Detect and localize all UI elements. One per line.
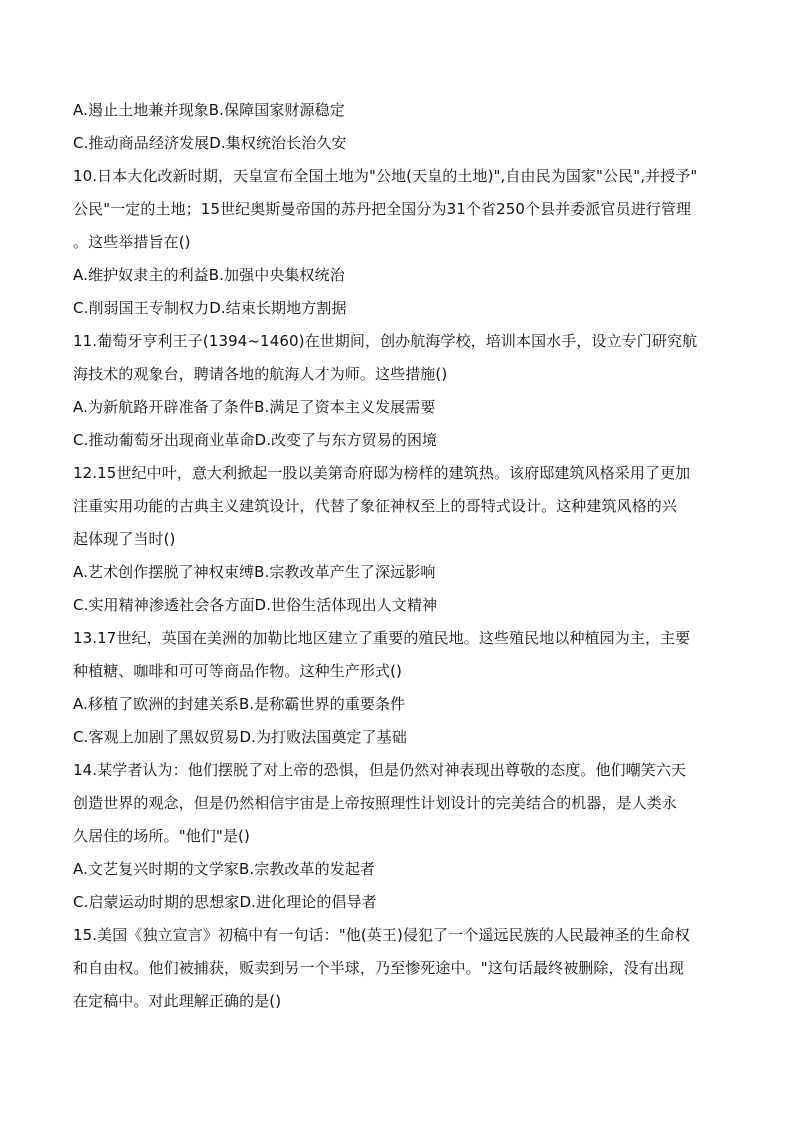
q10-stem-line-2: 公民"一定的土地；15世纪奥斯曼帝国的苏丹把全国分为31个省250个县并委派官员进行管理 xyxy=(73,200,692,218)
q14-stem-line-3: 久居住的场所。"他们"是() xyxy=(73,827,250,845)
q13-stem-line-1: 13.17世纪，英国在美洲的加勒比地区建立了重要的殖民地。这些殖民地以种植园为主，主要 xyxy=(73,629,691,647)
q13-options-cd: C.客观上加剧了黑奴贸易D.为打败法国奠定了基础 xyxy=(73,728,407,746)
q9-options-cd: C.推动商品经济发展D.集权统治长治久安 xyxy=(73,134,347,152)
q12-stem-line-1: 12.15世纪中叶，意大利掀起一股以美第奇府邸为榜样的建筑热。该府邸建筑风格采用了更加 xyxy=(73,464,691,482)
question-text-block xyxy=(73,94,723,1018)
q12-stem-line-2: 注重实用功能的古典主义建筑设计，代替了象征神权至上的哥特式设计。这种建筑风格的兴 xyxy=(73,497,678,515)
q15-stem-line-2: 和自由权。他们被捕获，贩卖到另一个半球，乃至惨死途中。"这句话最终被删除，没有出现 xyxy=(73,959,685,977)
q12-options-ab: A.艺术创作摆脱了神权束缚B.宗教改革产生了深远影响 xyxy=(73,563,436,581)
q11-options-ab: A.为新航路开辟准备了条件B.满足了资本主义发展需要 xyxy=(73,398,436,416)
q13-stem-line-2: 种植糖、咖啡和可可等商品作物。这种生产形式() xyxy=(73,662,403,680)
q12-stem-line-3: 起体现了当时() xyxy=(73,530,176,548)
q14-stem-line-2: 创造世界的观念，但是仍然相信宇宙是上帝按照理性计划设计的完美结合的机器，是人类永 xyxy=(73,794,678,812)
q15-stem-line-3: 在定稿中。对此理解正确的是() xyxy=(73,992,282,1010)
q10-stem-line-3: 。这些举措旨在() xyxy=(73,233,191,251)
q12-options-cd: C.实用精神渗透社会各方面D.世俗生活体现出人文精神 xyxy=(73,596,438,614)
q9-options-ab: A.遏止土地兼并现象B.保障国家财源稳定 xyxy=(73,101,345,119)
q15-stem-line-1: 15.美国《独立宣言》初稿中有一句话："他(英王)侵犯了一个遥远民族的人民最神圣的生命权 xyxy=(73,926,690,944)
q14-stem-line-1: 14.某学者认为：他们摆脱了对上帝的恐惧，但是仍然对神表现出尊敬的态度。他们嘲笑六天 xyxy=(73,761,687,779)
q14-options-ab: A.文艺复兴时期的文学家B.宗教改革的发起者 xyxy=(73,860,376,878)
q11-options-cd: C.推动葡萄牙出现商业革命D.改变了与东方贸易的困境 xyxy=(73,431,438,449)
q10-stem-line-1: 10.日本大化改新时期，天皇宣布全国土地为"公地(天皇的土地)",自由民为国家"公民",并授予" xyxy=(73,167,698,185)
q14-options-cd: C.启蒙运动时期的思想家D.进化理论的倡导者 xyxy=(73,893,377,911)
q11-stem-line-1: 11.葡萄牙亨利王子(1394~1460)在世期间，创办航海学校，培训本国水手，设立专门研究航 xyxy=(73,332,698,350)
q10-options-ab: A.维护奴隶主的利益B.加强中央集权统治 xyxy=(73,266,345,284)
q13-options-ab: A.移植了欧洲的封建关系B.是称霸世界的重要条件 xyxy=(73,695,406,713)
q10-options-cd: C.削弱国王专制权力D.结束长期地方割据 xyxy=(73,299,347,317)
q11-stem-line-2: 海技术的观象台，聘请各地的航海人才为师。这些措施() xyxy=(73,365,448,383)
